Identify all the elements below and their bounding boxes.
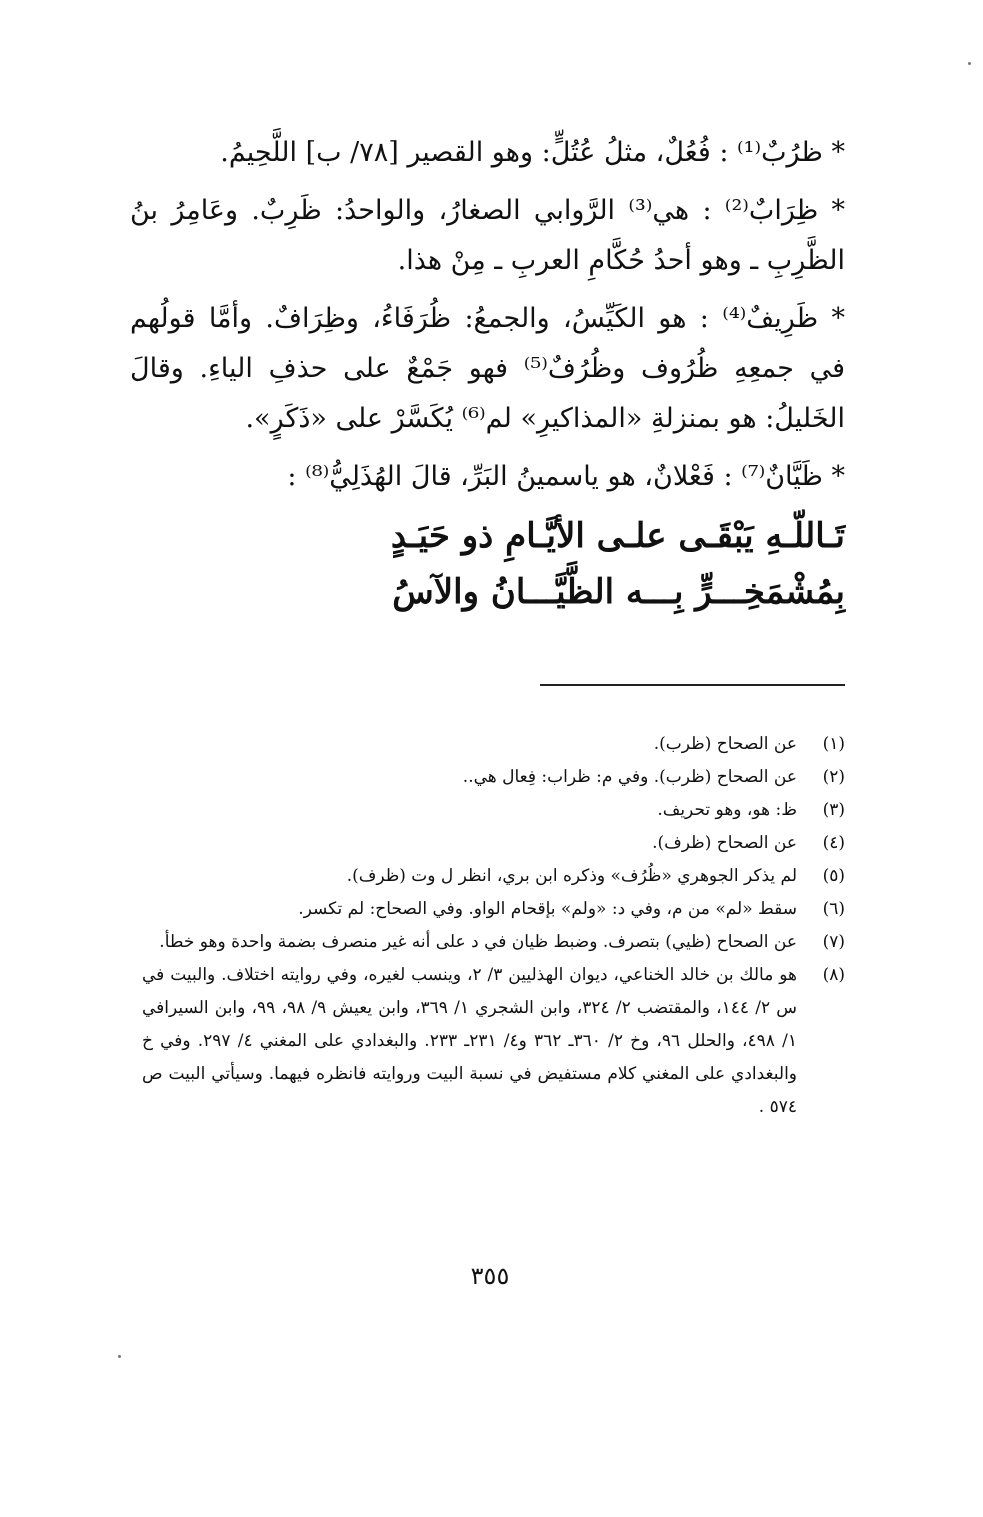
footnotes (142, 728, 845, 1124)
footnote (142, 728, 845, 761)
footnote-text: عن الصحاح (ظرف). (652, 833, 797, 853)
footnote-number: (٥) (822, 866, 845, 886)
footnote-text: هو مالك بن خالد الخناعي، ديوان الهذليين ٣/ ٢، وينسب لغيره، وفي روايته اختلاف. والبيت في س ٢/ ١٤٤، والمقتضب ٢/ ٣٢٤، وابن الشجري ١/ ٣٦٩، وابن يعيش ٩/ ٩٨، ٩٩، وابن السيرافي ١/ ٤٩٨، والحلل ٩٦، وخ ٢/ ٣٦٠ـ ٣٦٢ و٤/ ٢٣١ـ ٢٣٣. والبغدادي على المغني ٤/ ٢٩٧. وفي خ والبغدادي على المغني كلام مستفيض في نسبة البيت وروايته فانظره فيهما. وسيأتي البيت ص ٥٧٤ . (142, 965, 798, 1117)
entry-zayyan (130, 452, 845, 502)
footnote-number: (١) (822, 734, 845, 754)
footnote-number: (٧) (822, 932, 845, 952)
footnote (142, 893, 845, 926)
entry-ziraab (130, 186, 845, 286)
footnote-text: عن الصحاح (ظرب). (653, 734, 797, 754)
footnote-text: ظ: هو، وهو تحريف. (657, 800, 797, 820)
scan-speck (968, 62, 971, 65)
footnote-text: عن الصحاح (ظيي) بتصرف. وضبط ظيان في د على أنه غير منصرف بضمة واحدة وهو خطأ. (159, 932, 797, 952)
footnote (142, 926, 845, 959)
footnote (142, 794, 845, 827)
footnote-text: لم يذكر الجوهري «ظُرُف» وذكره ابن بري، انظر ل وت (ظرف). (346, 866, 797, 886)
entry-text: * ظِرَابٌ⁽²⁾ : هي⁽³⁾ الرَّوابي الصغارُ، والواحدُ: ظَرِبٌ. وعَامِرُ بنُ الظَّرِبِ ـ وهو أحدُ حُكَّامِ العربِ ـ مِنْ هذا. (130, 195, 845, 276)
entry-zurub (130, 128, 845, 178)
verse-first-hemistich: تَـاللّـهِ يَبْقَـى علـى الأيَّـامِ ذو حَيَـدٍ (390, 516, 845, 556)
footnote (142, 827, 845, 860)
footnote-text: عن الصحاح (ظرب). وفي م: ظراب: فِعال هي.. (462, 767, 797, 787)
poem-verse (130, 508, 845, 620)
footnote-text: سقط «لم» من م، وفي د: «ولم» بإقحام الواو. وفي الصحاح: لم تكسر. (298, 899, 797, 919)
entry-zareef (130, 294, 845, 444)
footnote-number: (٤) (822, 833, 845, 853)
page-number: ٣٥٥ (470, 1262, 510, 1290)
entry-text: * ظَرِيفٌ⁽⁴⁾ : هو الكَيِّسُ، والجمعُ: ظُرَفَاءُ، وظِرَافٌ. وأمَّا قولُهم في جمعِهِ ظُرُوف وظُرُفٌ⁽⁵⁾ فهو جَمْعٌ على حذفِ الياءِ. وقالَ الخَليلُ: هو بمنزلةِ «المذاكيرِ» لم⁽⁶⁾ يُكَسَّرْ على «ذَكَرٍ». (130, 303, 845, 434)
footnote (142, 860, 845, 893)
footnote-number: (٢) (822, 767, 845, 787)
footnote (142, 959, 845, 1124)
footnote-divider (540, 684, 845, 686)
footnote (142, 761, 845, 794)
footnote-number: (٣) (822, 800, 845, 820)
entry-text: * ظَيَّانٌ⁽⁷⁾ : فَعْلانٌ، هو ياسمينُ البَرِّ، قالَ الهُذَلِيُّ⁽⁸⁾ : (287, 461, 845, 492)
footnote-number: (٨) (822, 965, 845, 985)
verse-second-hemistich: بِمُشْمَخِـــرٍّ بِـــه الظَّيَّـــانُ والآسُ (392, 572, 845, 612)
scan-speck (118, 1355, 121, 1358)
entry-text: * ظرُبٌ⁽¹⁾ : فُعُلٌ، مثلُ عُتُلٍّ: وهو القصير [٧٨/ ب] اللَّحِيمُ. (220, 137, 845, 168)
footnote-number: (٦) (822, 899, 845, 919)
main-text (130, 128, 845, 620)
